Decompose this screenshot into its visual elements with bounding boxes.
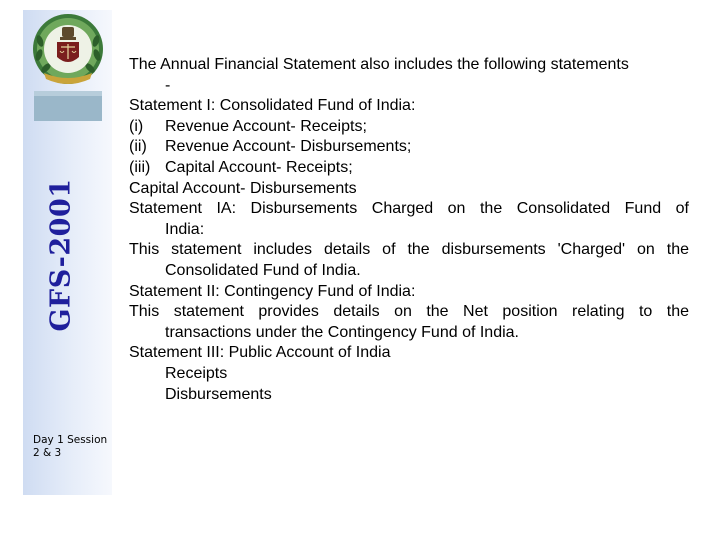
statement-1a-heading: Statement IA: Disbursements Charged on the Consolidated Fund of xyxy=(129,200,689,218)
list-item-text: Revenue Account- Receipts; xyxy=(165,117,367,135)
emblem-logo xyxy=(30,11,106,123)
statement-3-heading: Statement III: Public Account of India xyxy=(129,344,391,362)
statement-2-heading: Statement II: Contingency Fund of India: xyxy=(129,282,416,300)
session-label: Day 1 Session 2 & 3 xyxy=(33,434,108,459)
list-item-number: (iii) xyxy=(129,158,151,176)
list-item xyxy=(129,117,689,138)
list-item xyxy=(129,158,689,179)
intro-dash: - xyxy=(165,76,171,94)
statement-2-description: This statement provides details on the Net position relating to the xyxy=(129,303,689,321)
list-item-number: (ii) xyxy=(129,138,147,156)
statement-1a-description: This statement includes details of the disbursements 'Charged' on the xyxy=(129,241,689,259)
statement-2-description-cont: transactions under the Contingency Fund of India. xyxy=(165,323,519,341)
statement-1a-description-cont: Consolidated Fund of India. xyxy=(165,261,361,279)
slide-body xyxy=(129,55,689,405)
receipts-item: Receipts xyxy=(165,364,228,382)
list-item xyxy=(129,137,689,158)
statement-1-heading: Statement I: Consolidated Fund of India: xyxy=(129,97,416,115)
list-item-text: Capital Account- Receipts; xyxy=(165,158,353,176)
statement-1a-heading-cont: India: xyxy=(165,220,205,238)
intro-text: The Annual Financial Statement also includes the following statements xyxy=(129,56,629,73)
list-item-text: Revenue Account- Disbursements; xyxy=(165,138,412,156)
sidebar-title: GFS-2001 xyxy=(45,178,77,332)
list-item-number: (i) xyxy=(129,117,144,135)
capital-disbursements-line: Capital Account- Disbursements xyxy=(129,179,357,197)
disbursements-item: Disbursements xyxy=(165,385,272,403)
